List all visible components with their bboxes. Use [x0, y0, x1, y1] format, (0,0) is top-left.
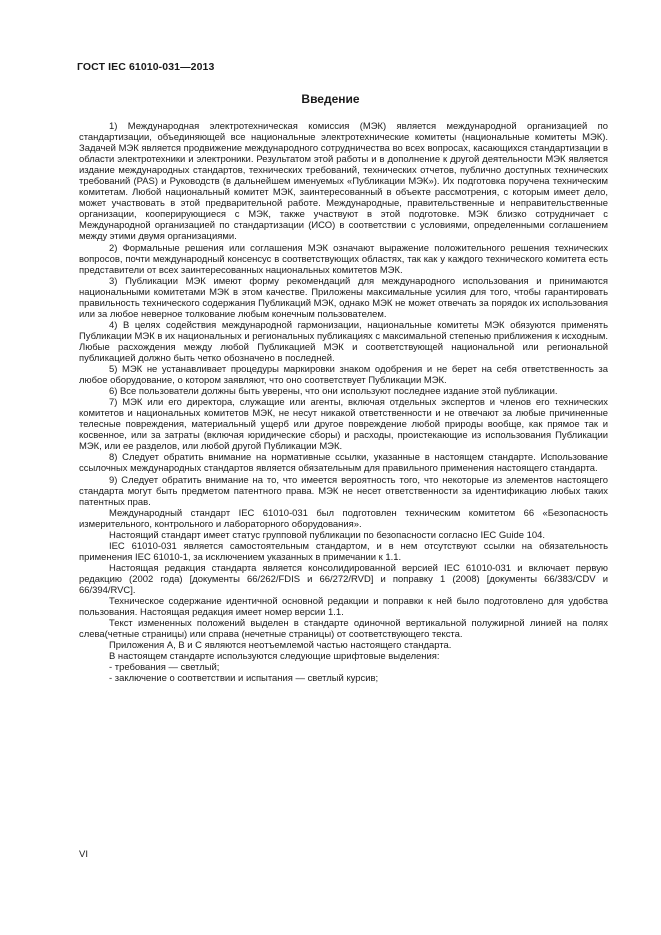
paragraph: Настоящая редакция стандарта является консолидированной версией IEC 61010-031 и включает первую редакцию (2002 года) [документы 66/262/FDIS и 66/272/RVD] и поправку 1 (2008) [документы 66/383/CDV и 66/394/RVC].: [79, 562, 608, 596]
section-title: Введение: [301, 92, 360, 106]
paragraph: 4) В целях содействия международной гармонизации, национальные комитеты МЭК обязуются применять Публикации МЭК в их национальных и региональных публикациях с максимальной степенью приближения к исходным. Любые расхождения между любой Публикацией МЭК и соответствующей национальной или региональной публикацией должно быть четко обозначено в последней.: [79, 319, 608, 364]
paragraph: 3) Публикации МЭК имеют форму рекомендаций для международного использования и принимаются национальными комитетами МЭК в этом качестве. Приложены максимальные усилия для того, чтобы гарантировать правильность технического содержания Публикаций МЭК, однако МЭК не может отвечать за порядок их использования или за любое неверное толкование любым конечным пользователем.: [79, 275, 608, 320]
body-text: [79, 121, 608, 684]
paragraph: 9) Следует обратить внимание на то, что имеется вероятность того, что некоторые из элементов настоящего стандарта могут быть предметом патентного права. МЭК не несет ответственности за идентификацию любых таких патентных прав.: [79, 474, 608, 508]
paragraph: IEC 61010-031 является самостоятельным стандартом, и в нем отсутствуют ссылки на обязательность применения IEC 61010-1, за исключением указанных в примечании к 1.1.: [79, 540, 608, 563]
paragraph: 7) МЭК или его директора, служащие или агенты, включая отдельных экспертов и членов его технических комитетов и национальных комитетов МЭК, не несут никакой ответственности и не отвечают за любые причиненные телесные повреждения, материальный ущерб или другое повреждение любой природы вообще, как прямое так и косвенное, или за затраты (включая юридические сборы) и расходы, проистекающие из использования Публикации МЭК, или ее разделов, или любой другой Публикации МЭК.: [79, 397, 608, 453]
paragraph: В настоящем стандарте используются следующие шрифтовые выделения:: [109, 651, 440, 663]
list-item: - требования — светлый;: [109, 662, 220, 674]
page-number: VI: [79, 849, 88, 860]
paragraph: Настоящий стандарт имеет статус групповой публикации по безопасности согласно IEC Guide 104.: [109, 529, 546, 541]
list-item: - заключение о соответствии и испытания — светлый курсив;: [109, 673, 379, 685]
paragraph: Международный стандарт IEC 61010-031 был подготовлен техническим комитетом 66 «Безопасность измерительного, контрольного и лабораторного оборудования».: [79, 507, 608, 530]
paragraph: 5) МЭК не устанавливает процедуры маркировки знаком одобрения и не берет на себя ответственность за любое оборудование, о котором заявляют, что оно соответствует Публикации МЭК.: [79, 364, 608, 387]
paragraph: Приложения А, В и С являются неотъемлемой частью настоящего стандарта.: [109, 640, 452, 652]
paragraph: 8) Следует обратить внимание на нормативные ссылки, указанные в настоящем стандарте. Использование ссылочных международных стандартов является обязательным для правильного применения настоящего стандарта.: [79, 452, 608, 475]
paragraph: Текст измененных положений выделен в стандарте одиночной вертикальной полужирной линией на полях слева(четные страницы) или справа (нечетные страницы) от соответствующего текста.: [79, 618, 608, 641]
paragraph: 6) Все пользователи должны быть уверены, что они используют последнее издание этой публикации.: [109, 386, 558, 398]
paragraph: 2) Формальные решения или соглашения МЭК означают выражение положительного решения технических вопросов, почти международный консенсус в соответствующих областях, так как у каждого технического комитета есть представители от всех заинтересованных национальных комитетов МЭК.: [79, 242, 608, 276]
paragraph: Техническое содержание идентичной основной редакции и поправки к ней было подготовлено для удобства пользования. Настоящая редакция имеет номер версии 1.1.: [79, 596, 608, 619]
paragraph: 1) Международная электротехническая комиссия (МЭК) является международной организацией по стандартизации, объединяющей все национальные электротехнические комитеты (национальные комитеты МЭК). Задачей МЭК является продвижение международного сотрудничества во всех вопросах, касающихся стандартизации в области электротехники и электроники. Результатом этой работы и в дополнение к другой деятельности МЭК является издание международных стандартов, технических требований, технических отчетов, публично доступных технических требований (PAS) и Руководств (в дальнейшем именуемых «Публикации МЭК»). Их подготовка поручена техническим комитетам. Любой национальный комитет МЭК, заинтересованный в объекте рассмотрения, с которым имеет дело, может участвовать в этой предварительной работе. Международные, правительственные и неправительственные организации, кооперирующиеся с МЭК, также участвуют в этой подготовке. МЭК близко сотрудничает с Международной организацией по стандартизации (ИСО) в соответствии с условиями, определенными соглашением между этими двумя организациями.: [79, 121, 608, 243]
standard-designation: ГОСТ IEC 61010-031—2013: [77, 61, 215, 73]
